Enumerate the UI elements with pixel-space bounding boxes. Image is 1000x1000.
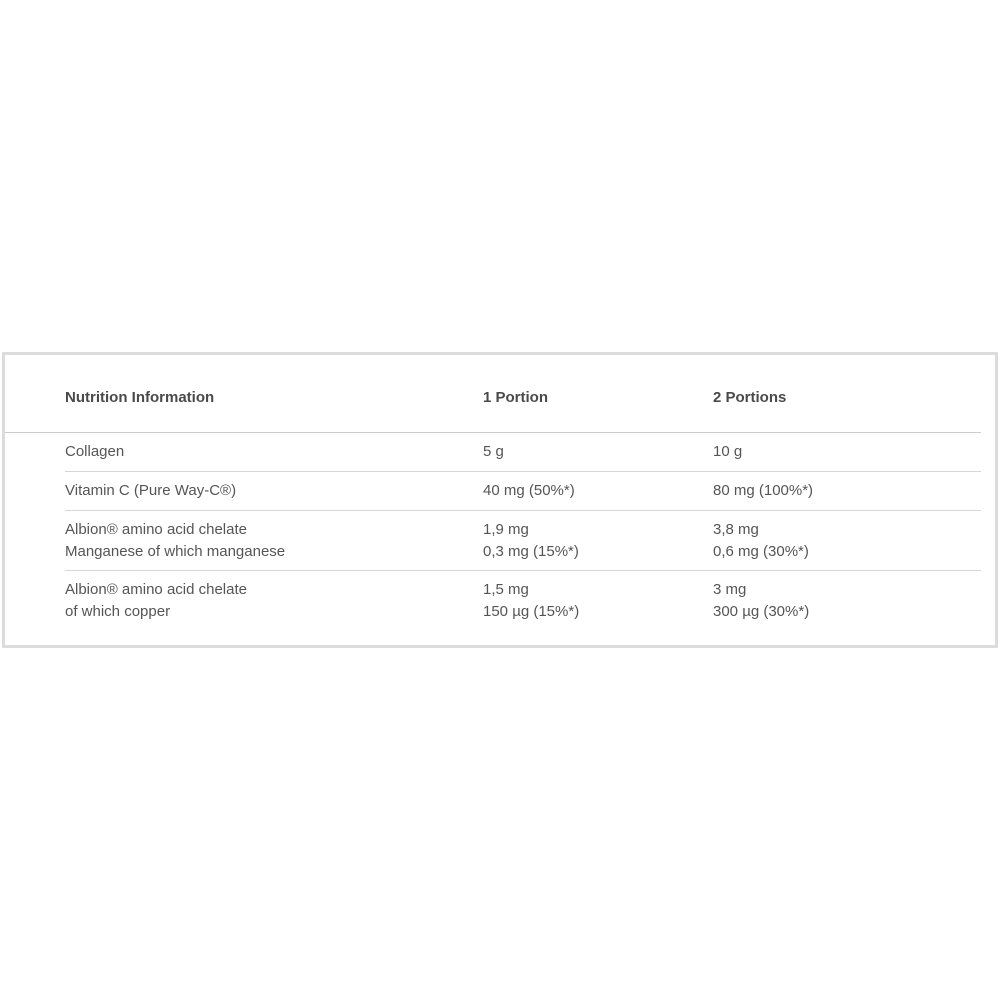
portion2-value	[713, 480, 813, 502]
portion2-value-line: 3 mg	[713, 581, 747, 598]
portion1-value-line: 5 g	[483, 443, 504, 460]
portion1-value	[483, 579, 579, 623]
portion2-value	[713, 579, 809, 623]
portion2-value	[713, 441, 742, 463]
portion1-value-line: 40 mg (50%*)	[483, 482, 575, 499]
portion1-value-line: 1,9 mg	[483, 521, 529, 538]
nutrition-table	[5, 355, 981, 630]
nutrition-panel	[2, 352, 998, 648]
table-row-manganese	[65, 511, 981, 571]
portion1-value	[483, 519, 579, 563]
table-header-row	[5, 355, 981, 433]
portion1-value	[483, 480, 575, 502]
portion2-value-line: 80 mg (100%*)	[713, 482, 814, 499]
nutrient-name-line: Collagen	[65, 443, 125, 460]
portion1-value-line: 150 µg (15%*)	[483, 603, 580, 620]
header-1-portion: 1 Portion	[483, 389, 549, 406]
header-2-portions: 2 Portions	[713, 389, 787, 406]
nutrient-name	[65, 519, 285, 563]
nutrient-name-line: Vitamin C (Pure Way-C®)	[65, 482, 237, 499]
portion2-value-line: 0,6 mg (30%*)	[713, 543, 809, 560]
nutrient-name	[65, 579, 247, 623]
table-row-copper	[65, 571, 981, 630]
portion2-value-line: 10 g	[713, 443, 743, 460]
nutrient-name-line: Manganese of which manganese	[65, 543, 286, 560]
table-row-vitamin-c	[65, 472, 981, 511]
nutrient-name	[65, 480, 236, 502]
nutrient-name-line: Albion® amino acid chelate	[65, 581, 247, 598]
nutrient-name-line: Albion® amino acid chelate	[65, 521, 247, 538]
portion2-value	[713, 519, 809, 563]
header-nutrition-information: Nutrition Information	[65, 389, 215, 406]
nutrient-name-line: of which copper	[65, 603, 171, 620]
portion1-value-line: 1,5 mg	[483, 581, 529, 598]
table-row-collagen	[65, 433, 981, 472]
portion1-value	[483, 441, 504, 463]
portion2-value-line: 3,8 mg	[713, 521, 759, 538]
nutrient-name	[65, 441, 124, 463]
portion2-value-line: 300 µg (30%*)	[713, 603, 810, 620]
portion1-value-line: 0,3 mg (15%*)	[483, 543, 579, 560]
